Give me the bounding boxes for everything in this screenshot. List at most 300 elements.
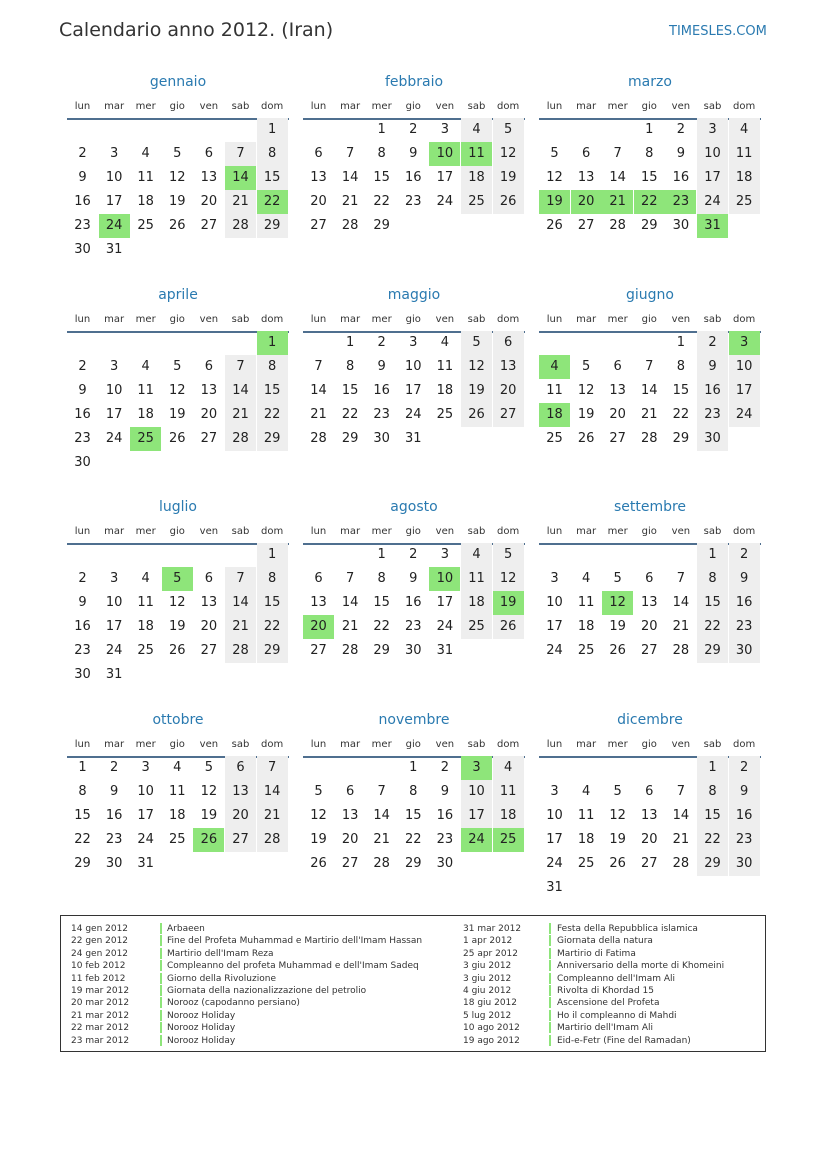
day-cell: 15	[257, 166, 288, 190]
weekday-label: gio	[169, 101, 185, 112]
day-cell: 21	[310, 407, 327, 422]
day-cell: 18	[137, 194, 154, 209]
weekday-header	[67, 101, 289, 115]
legend-holiday-name: Ascensione del Profeta	[557, 998, 660, 1009]
legend-marker	[549, 1035, 551, 1046]
day-cell: 16	[373, 383, 390, 398]
holiday-day-cell: 12	[602, 591, 633, 615]
day-cell: 24	[405, 407, 422, 422]
month-name: marzo	[628, 74, 672, 90]
legend-holiday-name: Norooz Holiday	[167, 1023, 236, 1034]
day-cell: 25	[461, 190, 492, 214]
weekday-header	[539, 101, 761, 115]
day-cell: 6	[314, 146, 323, 161]
day-cell: 26	[577, 431, 595, 446]
day-cell: 24	[105, 431, 123, 446]
legend-date: 3 giu 2012	[463, 973, 512, 984]
legend-date: 25 apr 2012	[463, 948, 519, 959]
day-cell: 10	[729, 355, 760, 379]
weekday-label: sab	[703, 101, 722, 112]
holiday-day-cell: 24	[99, 214, 130, 238]
day-cell: 26	[169, 431, 186, 446]
day-cell: 10	[105, 383, 123, 398]
day-cell: 17	[729, 379, 760, 403]
weekday-label: sab	[703, 314, 722, 325]
day-cell: 9	[729, 780, 760, 804]
day-cell: 16	[74, 194, 91, 209]
weekday-header	[303, 739, 525, 753]
day-cell: 16	[74, 619, 91, 634]
weekday-label: mar	[340, 101, 361, 112]
month-name: gennaio	[149, 74, 207, 90]
day-cell: 27	[200, 643, 218, 658]
weekday-header	[539, 314, 761, 328]
day-cell: 7	[613, 146, 622, 161]
day-cell: 4	[141, 146, 150, 161]
legend-marker	[160, 935, 162, 946]
day-cell: 7	[257, 756, 288, 780]
day-cell: 21	[257, 804, 288, 828]
legend-date: 19 mar 2012	[71, 986, 130, 996]
day-cell: 8	[345, 359, 355, 374]
day-cell: 4	[141, 571, 150, 586]
weekday-label: gio	[405, 101, 421, 112]
holiday-day-cell: 20	[303, 615, 334, 639]
weekday-label: gio	[641, 314, 657, 325]
weekday-label: mer	[135, 526, 156, 537]
day-cell: 27	[225, 828, 256, 852]
weekday-label: mar	[104, 314, 125, 325]
legend-marker	[160, 1010, 162, 1021]
weekday-header	[67, 526, 289, 540]
day-cell: 23	[436, 832, 454, 847]
day-cell: 27	[609, 431, 626, 446]
day-cell: 21	[341, 194, 359, 209]
weekday-label: dom	[496, 739, 520, 750]
legend-marker	[160, 1035, 162, 1046]
day-cell: 18	[493, 804, 524, 828]
day-cell: 13	[641, 808, 658, 823]
day-cell: 1	[645, 122, 654, 137]
day-cell: 17	[105, 619, 123, 634]
day-cell: 13	[341, 808, 359, 823]
holiday-day-cell: 21	[602, 190, 633, 214]
day-cell: 11	[137, 383, 154, 398]
day-cell: 15	[257, 379, 288, 403]
weekday-label: ven	[435, 526, 455, 537]
day-cell: 29	[373, 218, 390, 233]
day-cell: 25	[461, 615, 492, 639]
day-cell: 7	[225, 355, 256, 379]
day-cell: 23	[729, 828, 760, 852]
legend-date: 21 mar 2012	[71, 1010, 130, 1021]
weekday-label: dom	[496, 314, 520, 325]
day-cell: 11	[577, 808, 595, 823]
day-cell: 21	[225, 615, 256, 639]
day-cell: 16	[672, 170, 690, 185]
day-cell: 30	[74, 242, 91, 257]
holiday-day-cell: 4	[539, 355, 570, 379]
day-cell: 20	[310, 194, 327, 209]
day-cell: 23	[405, 619, 422, 634]
weekday-label: mer	[135, 739, 156, 750]
day-cell: 11	[577, 595, 595, 610]
weekday-label: sab	[231, 739, 250, 750]
day-cell: 27	[641, 856, 658, 871]
day-cell: 20	[641, 832, 658, 847]
day-cell: 24	[729, 403, 760, 427]
weekday-label: gio	[641, 526, 657, 537]
day-cell: 6	[493, 331, 524, 355]
day-cell: 2	[440, 760, 450, 775]
day-cell: 22	[373, 619, 390, 634]
day-cell: 10	[697, 142, 728, 166]
legend-marker	[160, 960, 162, 971]
weekday-label: gio	[405, 739, 421, 750]
weekday-header	[539, 739, 761, 753]
day-cell: 7	[314, 359, 323, 374]
weekday-label: sab	[703, 739, 722, 750]
weekday-header	[303, 314, 525, 328]
day-cell: 4	[440, 335, 450, 350]
day-cell: 9	[409, 146, 418, 161]
holiday-day-cell: 19	[493, 591, 524, 615]
day-cell: 12	[200, 784, 218, 799]
weekday-label: mer	[371, 101, 392, 112]
weekday-label: dom	[732, 314, 756, 325]
holiday-day-cell: 10	[429, 142, 460, 166]
day-cell: 29	[697, 639, 728, 663]
day-cell: 20	[200, 407, 218, 422]
day-cell: 30	[729, 852, 760, 876]
day-cell: 1	[409, 760, 418, 775]
day-cell: 15	[341, 383, 359, 398]
day-cell: 28	[341, 218, 359, 233]
weekday-label: gio	[641, 101, 657, 112]
day-cell: 7	[345, 571, 355, 586]
month-name: luglio	[159, 499, 197, 515]
day-cell: 12	[493, 142, 524, 166]
day-cell: 27	[493, 403, 524, 427]
day-cell: 3	[550, 571, 559, 586]
day-cell: 20	[225, 804, 256, 828]
day-cell: 7	[377, 784, 386, 799]
day-cell: 25	[577, 643, 595, 658]
day-cell: 27	[200, 218, 218, 233]
day-cell: 11	[729, 142, 760, 166]
weekday-label: mer	[607, 739, 628, 750]
legend-holiday-name: Festa della Repubblica islamica	[557, 924, 698, 934]
weekday-label: sab	[231, 526, 250, 537]
day-cell: 21	[672, 619, 690, 634]
weekday-header	[303, 101, 525, 115]
weekday-label: lun	[546, 101, 563, 112]
weekday-label: mer	[135, 101, 156, 112]
day-cell: 18	[137, 619, 154, 634]
day-cell: 8	[78, 784, 87, 799]
weekday-label: lun	[546, 314, 563, 325]
holiday-day-cell: 25	[493, 828, 524, 852]
day-cell: 10	[405, 359, 422, 374]
day-cell: 4	[461, 543, 492, 567]
day-cell: 23	[74, 643, 91, 658]
weekday-header	[303, 526, 525, 540]
weekday-label: lun	[74, 101, 91, 112]
day-cell: 15	[405, 808, 422, 823]
day-cell: 30	[105, 856, 123, 871]
weekday-label: sab	[231, 101, 250, 112]
legend-date: 10 ago 2012	[463, 1023, 520, 1034]
day-cell: 10	[546, 595, 563, 610]
day-cell: 28	[310, 431, 327, 446]
weekday-label: mar	[340, 526, 361, 537]
weekday-label: ven	[671, 101, 691, 112]
day-cell: 2	[409, 122, 418, 137]
day-cell: 29	[641, 218, 658, 233]
weekday-label: ven	[199, 526, 219, 537]
day-cell: 31	[105, 667, 123, 682]
day-cell: 25	[729, 190, 760, 214]
holiday-day-cell: 18	[539, 403, 570, 427]
day-cell: 1	[676, 335, 686, 350]
day-cell: 2	[377, 335, 386, 350]
legend-date: 31 mar 2012	[463, 924, 522, 934]
day-cell: 15	[697, 804, 728, 828]
day-cell: 12	[169, 170, 186, 185]
day-cell: 30	[729, 639, 760, 663]
day-cell: 24	[436, 619, 454, 634]
day-cell: 7	[645, 359, 654, 374]
weekday-label: ven	[435, 101, 455, 112]
legend-holiday-name: Martirio dell'Imam Reza	[167, 948, 274, 959]
day-cell: 21	[641, 407, 658, 422]
day-cell: 17	[436, 170, 454, 185]
day-cell: 27	[310, 218, 327, 233]
weekday-label: lun	[546, 739, 563, 750]
day-cell: 3	[440, 122, 450, 137]
day-cell: 25	[169, 832, 186, 847]
legend-marker	[549, 985, 551, 996]
brand-link[interactable]: TIMESLES.COM	[669, 24, 767, 39]
day-cell: 2	[729, 756, 760, 780]
day-cell: 28	[225, 427, 256, 451]
day-cell: 24	[546, 856, 563, 871]
day-cell: 29	[341, 431, 359, 446]
day-cell: 17	[405, 383, 422, 398]
day-cell: 28	[672, 643, 690, 658]
legend-date: 3 giu 2012	[463, 961, 512, 972]
legend-holiday-name: Giornata della natura	[557, 936, 653, 947]
legend-date: 23 mar 2012	[71, 1035, 130, 1046]
weekday-label: ven	[671, 526, 691, 537]
weekday-label: mar	[340, 739, 361, 750]
legend-holiday-name: Compleanno del profeta Muhammad e dell'Imam Sadeq	[167, 961, 419, 972]
day-cell: 17	[697, 166, 728, 190]
weekday-label: dom	[260, 101, 284, 112]
day-cell: 2	[729, 543, 760, 567]
day-cell: 22	[341, 407, 359, 422]
day-cell: 8	[697, 780, 728, 804]
weekday-label: dom	[260, 526, 284, 537]
legend-date: 1 apr 2012	[463, 936, 513, 947]
day-cell: 29	[373, 643, 390, 658]
day-cell: 13	[200, 170, 218, 185]
day-cell: 28	[641, 431, 658, 446]
weekday-label: sab	[703, 526, 722, 537]
day-cell: 17	[436, 595, 454, 610]
legend-marker	[160, 923, 162, 934]
weekday-label: mar	[104, 739, 125, 750]
legend-marker	[549, 935, 551, 946]
day-cell: 1	[345, 335, 355, 350]
day-cell: 31	[405, 431, 422, 446]
weekday-label: dom	[260, 739, 284, 750]
day-cell: 6	[314, 571, 323, 586]
legend-holiday-name: Martirio dell'Imam Ali	[557, 1023, 654, 1034]
legend-date: 19 ago 2012	[463, 1035, 520, 1046]
weekday-label: mer	[607, 314, 628, 325]
weekday-label: sab	[467, 526, 486, 537]
day-cell: 31	[137, 856, 154, 871]
day-cell: 7	[225, 567, 256, 591]
legend-date: 14 gen 2012	[71, 924, 129, 934]
day-cell: 14	[672, 595, 690, 610]
day-cell: 2	[697, 331, 728, 355]
day-cell: 23	[729, 615, 760, 639]
day-cell: 5	[173, 359, 182, 374]
day-cell: 19	[310, 832, 327, 847]
day-cell: 12	[577, 383, 595, 398]
day-cell: 11	[493, 780, 524, 804]
day-cell: 6	[645, 571, 654, 586]
day-cell: 19	[169, 619, 186, 634]
day-cell: 18	[137, 407, 154, 422]
day-cell: 26	[493, 190, 524, 214]
day-cell: 25	[137, 218, 154, 233]
day-cell: 12	[310, 808, 327, 823]
day-cell: 16	[405, 170, 422, 185]
day-cell: 1	[377, 547, 386, 562]
day-cell: 19	[609, 832, 626, 847]
day-cell: 30	[405, 643, 422, 658]
holiday-day-cell: 26	[193, 828, 224, 852]
day-cell: 20	[200, 619, 218, 634]
day-cell: 26	[169, 643, 186, 658]
day-cell: 29	[257, 214, 288, 238]
legend-marker	[160, 985, 162, 996]
day-cell: 14	[341, 170, 359, 185]
day-cell: 14	[225, 591, 256, 615]
legend-date: 4 giu 2012	[463, 986, 512, 996]
holiday-day-cell: 25	[130, 427, 161, 451]
holiday-legend	[60, 915, 766, 1052]
day-cell: 10	[105, 595, 123, 610]
day-cell: 6	[613, 359, 622, 374]
day-cell: 18	[729, 166, 760, 190]
day-cell: 5	[613, 784, 622, 799]
day-cell: 23	[405, 194, 422, 209]
day-cell: 28	[225, 214, 256, 238]
weekday-label: gio	[169, 526, 185, 537]
day-cell: 14	[609, 170, 626, 185]
day-cell: 20	[493, 379, 524, 403]
day-cell: 21	[373, 832, 390, 847]
day-cell: 24	[697, 190, 728, 214]
day-cell: 2	[78, 571, 87, 586]
month-name: ottobre	[152, 712, 204, 728]
day-cell: 7	[676, 571, 686, 586]
day-cell: 26	[310, 856, 327, 871]
weekday-label: dom	[732, 739, 756, 750]
day-cell: 13	[641, 595, 658, 610]
weekday-label: ven	[671, 314, 691, 325]
weekday-header	[67, 314, 289, 328]
day-cell: 11	[461, 567, 492, 591]
day-cell: 12	[546, 170, 563, 185]
day-cell: 2	[676, 122, 686, 137]
weekday-label: lun	[310, 526, 327, 537]
holiday-day-cell: 19	[539, 190, 570, 214]
day-cell: 15	[697, 591, 728, 615]
month-name: febbraio	[384, 74, 444, 90]
day-cell: 22	[257, 403, 288, 427]
weekday-label: mar	[104, 101, 125, 112]
weekday-label: ven	[435, 314, 455, 325]
weekday-label: mer	[371, 526, 392, 537]
legend-date: 22 gen 2012	[71, 936, 129, 947]
day-cell: 20	[341, 832, 359, 847]
weekday-label: mer	[607, 101, 628, 112]
legend-holiday-name: Norooz Holiday	[167, 1035, 236, 1046]
day-cell: 4	[729, 118, 760, 142]
day-cell: 14	[310, 383, 327, 398]
day-cell: 9	[440, 784, 450, 799]
day-cell: 4	[581, 571, 591, 586]
day-cell: 5	[613, 571, 622, 586]
weekday-label: ven	[199, 314, 219, 325]
weekday-label: mer	[607, 526, 628, 537]
day-cell: 8	[697, 567, 728, 591]
weekday-label: lun	[310, 739, 327, 750]
holiday-day-cell: 14	[225, 166, 256, 190]
legend-holiday-name: Norooz Holiday	[167, 1010, 236, 1021]
weekday-label: dom	[496, 101, 520, 112]
day-cell: 7	[676, 784, 686, 799]
day-cell: 10	[137, 784, 154, 799]
day-cell: 31	[546, 880, 563, 895]
day-cell: 9	[377, 359, 386, 374]
day-cell: 27	[641, 643, 658, 658]
weekday-label: lun	[546, 526, 563, 537]
legend-marker	[160, 997, 162, 1008]
weekday-label: gio	[169, 739, 185, 750]
weekday-label: lun	[310, 101, 327, 112]
day-cell: 23	[74, 218, 91, 233]
holiday-day-cell: 22	[257, 190, 288, 214]
day-cell: 5	[581, 359, 591, 374]
day-cell: 18	[461, 591, 492, 615]
day-cell: 14	[257, 780, 288, 804]
holiday-day-cell: 3	[729, 331, 760, 355]
day-cell: 13	[310, 170, 327, 185]
day-cell: 13	[577, 170, 595, 185]
day-cell: 5	[550, 146, 559, 161]
day-cell: 26	[461, 403, 492, 427]
day-cell: 1	[697, 756, 728, 780]
day-cell: 4	[173, 760, 182, 775]
day-cell: 28	[257, 828, 288, 852]
day-cell: 27	[310, 643, 327, 658]
